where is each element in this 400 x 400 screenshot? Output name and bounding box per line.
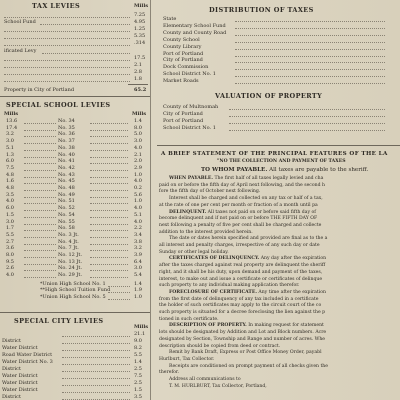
leader-dots	[62, 343, 130, 344]
leader-dots	[90, 244, 128, 245]
leader-dots	[229, 123, 385, 124]
leader-dots	[90, 224, 128, 225]
leader-dots	[90, 203, 128, 204]
statement-text: therefor.	[159, 370, 180, 376]
leader-dots	[90, 230, 128, 231]
city-levy-label: Water District	[2, 345, 38, 351]
statement-line	[159, 277, 322, 283]
leader-dots	[229, 109, 385, 110]
school-district-number: No. 38	[58, 144, 75, 151]
leader-dots	[4, 38, 130, 39]
distribution-item: Port of Portland	[163, 50, 204, 57]
statement-text: from the first date of delinquency of any tax included in a certificate	[159, 296, 319, 302]
school-levy-right-mills: 4.0	[134, 144, 142, 151]
city-levy-label: Water District	[2, 387, 38, 393]
leader-dots	[90, 277, 128, 278]
leader-dots	[90, 197, 128, 198]
statement-line	[169, 236, 327, 242]
leader-dots	[235, 76, 385, 77]
section-rule	[0, 96, 150, 97]
school-district-number: No. 48	[58, 185, 75, 191]
statement-line	[169, 210, 316, 216]
statement-line	[169, 256, 326, 262]
leader-dots	[24, 136, 56, 137]
leader-dots	[24, 177, 56, 178]
leader-dots	[90, 170, 128, 171]
statement-line	[159, 203, 318, 209]
leader-dots	[24, 183, 56, 184]
statement-line	[159, 270, 322, 276]
leader-dots	[62, 371, 130, 372]
leader-dots	[24, 270, 56, 271]
school-levy-left-mills: 3.2	[6, 131, 14, 138]
leader-dots	[24, 264, 56, 265]
leader-dots	[229, 130, 385, 131]
school-levy-left-mills: 1.3	[6, 151, 14, 158]
tax-levy-mills: 7.25	[134, 12, 146, 18]
leader-dots	[62, 364, 130, 365]
statement-subtitle: "NO THE COLLECTION AND PAYMENT OF TAXES	[217, 159, 346, 164]
statement-line	[159, 344, 280, 350]
tax-levy-total-label: Property in City of Portland	[4, 87, 75, 93]
school-district-number: No. 13 Jt.	[58, 258, 83, 265]
special-city-levies-title: SPECIAL CITY LEVIES	[14, 317, 104, 325]
school-levy-right-mills: 3.8	[134, 238, 142, 245]
school-levy-left-mills: 7.5	[6, 164, 14, 171]
statement-text: The first half of all taxes legally levied and cha	[213, 176, 324, 181]
leader-dots	[24, 190, 56, 191]
school-levy-right-mills: 1.0	[134, 198, 142, 205]
school-levy-right-mills: 4.0	[134, 218, 142, 225]
school-district-number: No. 37	[58, 138, 75, 145]
tax-levy-label: School Fund	[4, 19, 36, 25]
school-levy-right-mills: 5.1	[134, 211, 142, 218]
statement-line	[159, 317, 219, 323]
school-footer-mills: 1.0	[134, 293, 142, 300]
school-levy-left-mills: 6.0	[6, 158, 14, 165]
school-levy-right-mills: 3.2	[134, 245, 142, 252]
school-levy-right-mills: 1.0	[134, 171, 142, 178]
leader-dots	[90, 143, 128, 144]
leader-dots	[235, 21, 385, 22]
school-levy-right-mills: 2.9	[134, 164, 142, 171]
statement-line	[159, 183, 325, 189]
leader-dots	[62, 350, 130, 351]
school-district-number: No. 45	[58, 178, 75, 185]
leader-dots	[235, 42, 385, 43]
city-levy-mills: 5.5	[134, 352, 142, 358]
statement-text: Hurlburt, Tax Collector.	[159, 356, 215, 362]
valuation-item: Port of Portland	[163, 118, 204, 124]
column-divider	[150, 0, 151, 400]
school-levy-left-mills: 4.8	[6, 171, 14, 178]
statement-text: paid on or before the fifth day of April next following, and the second h	[159, 182, 325, 188]
city-levy-mills: 9.0	[134, 338, 142, 344]
statement-text: all interest and penalty charges, irrespective of any such day or date	[159, 243, 320, 248]
distribution-item: Elementary School Fund	[163, 22, 226, 29]
school-district-number: No. 43	[58, 171, 75, 178]
leader-dots	[24, 230, 56, 231]
school-levy-right-mills: 2.0	[134, 158, 142, 165]
leader-dots	[90, 136, 128, 137]
leader-dots	[24, 237, 56, 238]
to-whom-text: All taxes are payable to the sheriff.	[269, 167, 369, 173]
statement-text: Interest shall be charged and collected on any tax or half of a tax,	[169, 196, 323, 202]
leader-dots	[62, 385, 130, 386]
school-district-number: No. 35	[58, 124, 75, 131]
school-levy-left-mills: 3.0	[6, 138, 14, 145]
school-district-number: No. 24 Jt.	[58, 265, 83, 272]
school-levy-left-mills: 3.0	[6, 218, 14, 225]
school-district-number: No. 49	[58, 191, 75, 198]
school-levy-left-mills: 9.5	[6, 258, 14, 265]
school-district-number: No. 55	[58, 218, 75, 225]
school-levy-left-mills: 8.0	[6, 252, 14, 258]
school-levy-left-mills: 3.5	[6, 191, 14, 198]
statement-line	[159, 330, 326, 336]
school-levy-left-mills: 4.8	[6, 185, 14, 191]
school-levy-left-mills: 1.5	[6, 211, 14, 218]
school-levy-left-mills: 17.4	[6, 124, 18, 131]
leader-dots	[24, 143, 56, 144]
school-footer-mills: 1.9	[134, 287, 142, 294]
city-levy-label: District	[2, 338, 21, 344]
school-district-number: No. 52	[58, 205, 75, 212]
city-levy-mills: 1.4	[134, 359, 142, 365]
statement-heading: DELINQUENT.	[169, 209, 207, 215]
city-levy-mills: 2.5	[134, 366, 142, 372]
school-district-number: No. 42	[58, 164, 75, 171]
valuation-title: VALUATION OF PROPERTY	[215, 92, 323, 100]
statement-text: right, and it shall be his duty, upon demand and payment of the taxes,	[159, 269, 323, 275]
statement-text: Remit by Bank Draft, Express or Post Office Money Order, payabl	[169, 350, 322, 356]
leader-dots	[108, 286, 130, 287]
statement-line	[159, 297, 318, 303]
school-levy-left-mills: 6.0	[6, 205, 14, 212]
statement-line	[159, 337, 325, 343]
city-levy-label: Water District	[2, 373, 38, 379]
school-footer-label: *Union High School No. 1	[40, 280, 106, 287]
statement-text: The date or dates herein specified and provided are final as to the a	[169, 236, 328, 242]
statement-text: Any day after the expiration	[259, 256, 327, 262]
school-levy-left-mills: 1.7	[6, 225, 14, 232]
leader-dots	[235, 56, 385, 57]
leader-dots	[90, 130, 128, 131]
leader-dots	[24, 163, 56, 164]
school-levy-left-mills: 4.0	[6, 198, 14, 205]
statement-line	[159, 223, 321, 229]
leader-dots	[4, 81, 130, 82]
city-levy-label: Road Water District	[2, 352, 53, 358]
school-district-number: No. 41	[58, 158, 75, 165]
city-levy-mills: 3.5	[134, 394, 142, 400]
leader-dots	[24, 210, 56, 211]
school-levy-left-mills: 5.1	[6, 144, 14, 151]
leader-dots	[90, 257, 128, 258]
leader-dots	[24, 170, 56, 171]
leader-dots	[24, 157, 56, 158]
valuation-item: County of Multnomah	[163, 104, 219, 110]
total-rule	[128, 84, 148, 85]
city-levy-mills: 21.1	[134, 331, 146, 337]
leader-dots	[24, 277, 56, 278]
school-levy-right-mills: 2.2	[134, 225, 142, 232]
leader-dots	[90, 210, 128, 211]
leader-dots	[24, 250, 56, 251]
statement-text: after the taxes charged against real property are delinquent the sheriff	[159, 263, 326, 269]
tax-levy-total-mills: 65.2	[134, 87, 147, 93]
leader-dots	[4, 60, 130, 61]
statement-line	[159, 303, 321, 309]
statement-text: fore the fifth day of October next following.	[159, 189, 261, 195]
left-column	[0, 0, 150, 400]
leader-dots	[90, 190, 128, 191]
leader-dots	[90, 150, 128, 151]
statement-text: such property is situated for a decree foreclosing the lien against the p	[159, 310, 326, 315]
leader-dots	[90, 157, 128, 158]
leader-dots	[235, 49, 385, 50]
tax-levy-mills: .314	[134, 40, 146, 46]
statement-line	[159, 310, 325, 316]
statement-text: at the rate of one per cent per month or fraction of a month until pa	[159, 202, 318, 208]
statement-line	[159, 263, 325, 269]
school-levy-right-mills: 3.4	[134, 231, 142, 238]
statement-line	[169, 364, 328, 370]
city-levy-label: Water District	[2, 380, 38, 386]
statement-text: Any time after the expiration	[256, 289, 326, 295]
statement-text: tioned in such certificate.	[159, 316, 219, 322]
school-district-number: No. 4 Jt.	[58, 238, 79, 245]
distribution-title: DISTRIBUTION OF TAXES	[209, 6, 314, 14]
school-footer-label: **High School Tuition Fund	[40, 287, 111, 294]
tax-levy-label: ificated Levy	[4, 48, 37, 54]
statement-line	[169, 176, 323, 182]
school-district-number: No. 51	[58, 198, 75, 205]
leader-dots	[90, 250, 128, 251]
distribution-item: County Library	[163, 43, 202, 50]
statement-line	[169, 196, 323, 202]
school-levy-right-mills: 6.4	[134, 258, 142, 265]
statement-text: Sunday or other legal holiday.	[159, 249, 229, 255]
leader-dots	[235, 35, 385, 36]
school-district-number: No. 54	[58, 211, 75, 218]
leader-dots	[24, 224, 56, 225]
valuation-item: School District No. 1	[163, 125, 216, 131]
school-levy-left-mills: 4.0	[6, 272, 14, 279]
statement-text: next following a penalty of five per cent shall be charged and collecte	[159, 222, 322, 228]
school-district-number: No. 29 Jt.	[58, 272, 83, 279]
statement-text: description should be copied from deed or contract.	[159, 343, 281, 349]
to-whom-heading: TO WHOM PAYABLE.	[201, 167, 268, 173]
leader-dots	[42, 53, 130, 54]
tax-levy-mills: 2.8	[134, 69, 142, 75]
tax-levy-mills: 4.95	[134, 19, 146, 25]
statement-title: A BRIEF STATEMENT OF THE PRINCIPAL FEATURES OF THE LA	[161, 151, 388, 157]
school-district-number: No. 12 Jt.	[58, 252, 83, 258]
leader-dots	[90, 163, 128, 164]
statement-line	[159, 216, 317, 222]
leader-dots	[235, 62, 385, 63]
statement-heading: DESCRIPTION OF PROPERTY.	[169, 323, 247, 329]
city-levy-label: District	[2, 366, 21, 372]
leader-dots	[40, 24, 130, 25]
school-levy-right-mills: 5.6	[134, 191, 142, 198]
tax-levy-mills: 5.35	[134, 33, 146, 39]
leader-dots	[24, 244, 56, 245]
city-levy-label: Water District No. 3	[2, 359, 53, 365]
statement-heading: WHEN PAYABLE.	[169, 176, 214, 181]
statement-text: In making request for statement	[246, 323, 324, 329]
statement-line	[159, 189, 260, 195]
statement-line	[159, 357, 214, 363]
leader-dots	[24, 217, 56, 218]
leader-dots	[4, 17, 130, 18]
distribution-item: County School	[163, 36, 200, 43]
school-levy-right-mills: 5.4	[134, 272, 142, 279]
leader-dots	[4, 74, 130, 75]
school-footer-mills: 1.4	[134, 280, 142, 287]
leader-dots	[24, 130, 56, 131]
tax-levies-title: TAX LEVIES	[32, 2, 81, 10]
school-levy-left-mills: 3.6	[6, 245, 14, 252]
section-rule	[157, 145, 400, 146]
school-levy-left-mills: 13.6	[6, 118, 18, 124]
leader-dots	[62, 392, 130, 393]
school-levy-left-mills: 2.7	[6, 238, 14, 245]
school-levy-right-mills: 4.0	[134, 178, 142, 185]
leader-dots	[229, 116, 385, 117]
school-levy-right-mills: 4.0	[134, 205, 142, 212]
school-levy-right-mills: 3.0	[134, 138, 142, 145]
school-levy-right-mills: 0.2	[134, 185, 142, 191]
statement-text: designated by Section, Township and Range and number of acres. Whe	[159, 336, 326, 342]
statement-text: Address all communications to	[169, 377, 241, 382]
school-district-number: No. 58	[58, 225, 75, 232]
statement-text: become delinquent and if not paid on or before THE FIFTH DAY OF	[159, 216, 318, 222]
distribution-item: School District No. 1	[163, 71, 216, 78]
tax-levies-mills-header: Mills	[134, 3, 149, 9]
city-levy-mills: 7.5	[134, 373, 142, 379]
school-levy-left-mills: 2.6	[6, 265, 14, 272]
leader-dots	[90, 270, 128, 271]
leader-dots	[235, 83, 385, 84]
leader-dots	[4, 31, 130, 32]
school-district-number: No. 34	[58, 118, 75, 124]
statement-heading: FORECLOSURE OF CERTIFICATE.	[169, 289, 257, 295]
special-school-levies-title: SPECIAL SCHOOL LEVIES	[6, 101, 111, 109]
leader-dots	[62, 378, 130, 379]
statement-line	[159, 243, 320, 249]
statement-heading: CERTIFICATES OF DELINQUENCY.	[169, 256, 260, 262]
leader-dots	[90, 217, 128, 218]
statement-line	[169, 384, 267, 390]
statement-line	[169, 377, 241, 383]
statement-text: Receipts are conditioned on prompt payment of all checks given the	[169, 363, 328, 369]
school-mills-header-left: Mills	[4, 111, 19, 117]
distribution-item: Dock Commission	[163, 64, 209, 71]
school-district-number: No. 36	[58, 131, 75, 138]
school-footer-label: *Union High School No. 5	[40, 293, 106, 300]
statement-text: T. M. HURLBURT, Tax Collector, Portland,	[169, 383, 267, 389]
leader-dots	[62, 336, 130, 337]
city-levy-mills: 1.5	[134, 387, 142, 393]
city-levy-mills: 8.2	[134, 345, 142, 351]
leader-dots	[235, 69, 385, 70]
school-levy-right-mills: 5.0	[134, 131, 142, 138]
leader-dots	[90, 237, 128, 238]
leader-dots	[235, 28, 385, 29]
school-levy-left-mills: 5.5	[6, 231, 14, 238]
leader-dots	[4, 45, 130, 46]
leader-dots	[24, 203, 56, 204]
statement-text: All taxes not paid on or before said fifth day of	[206, 209, 316, 215]
school-district-number: No. 3 Jt.	[58, 231, 79, 238]
leader-dots	[108, 299, 130, 300]
valuation-item: City of Portland	[163, 111, 203, 117]
school-levy-right-mills: 2.1	[134, 151, 142, 158]
tax-levy-mills: 17.5	[134, 55, 146, 61]
leader-dots	[90, 177, 128, 178]
distribution-item: County and County Road	[163, 29, 227, 36]
leader-dots	[90, 123, 128, 124]
statement-line	[159, 230, 253, 236]
city-mills-header: Mills	[134, 324, 149, 330]
statement-line	[169, 323, 324, 329]
tax-levy-mills: 1.8	[134, 76, 142, 82]
leader-dots	[90, 183, 128, 184]
to-whom-line	[201, 168, 368, 174]
section-rule	[0, 312, 150, 313]
leader-dots	[24, 197, 56, 198]
tax-levy-mills: 2.1	[134, 62, 142, 68]
leader-dots	[24, 123, 56, 124]
school-levy-right-mills: 3.9	[134, 252, 142, 258]
statement-line	[159, 370, 179, 376]
school-mills-header-right: Mills	[132, 111, 147, 117]
statement-text: such property to any individual making application therefor.	[159, 283, 300, 289]
school-levy-right-mills: 1.4	[134, 118, 142, 124]
statement-line	[159, 283, 299, 289]
leader-dots	[62, 357, 130, 358]
distribution-item: Market Roads	[163, 78, 199, 85]
leader-dots	[24, 257, 56, 258]
leader-dots	[90, 264, 128, 265]
leader-dots	[108, 292, 130, 293]
leader-dots	[24, 150, 56, 151]
school-levy-right-mills: 3.0	[134, 265, 142, 272]
statement-text: interest, to make out and issue a certificate or certificates of delinque	[159, 276, 323, 282]
statement-text: lots should be designated by Addition and Lot and Block numbers. Acre	[159, 330, 327, 336]
right-column	[157, 0, 400, 400]
statement-line	[169, 350, 322, 356]
city-levy-label: District	[2, 394, 21, 400]
distribution-item: City of Portland	[163, 57, 203, 64]
school-levy-left-mills: 1.6	[6, 178, 14, 185]
statement-text: the holder of such certificates may apply to the circuit court of the co	[159, 303, 322, 309]
school-district-number: No. 7 Jt.	[58, 245, 79, 252]
leader-dots	[4, 67, 130, 68]
school-levy-right-mills: 8.0	[134, 124, 142, 131]
statement-line	[169, 290, 326, 296]
statement-line	[159, 250, 229, 256]
school-district-number: No. 40	[58, 151, 75, 158]
tax-levy-mills: 1.25	[134, 26, 146, 32]
city-levy-mills: 2.5	[134, 380, 142, 386]
distribution-item: State	[163, 16, 177, 22]
statement-text: addition to the interest provided herein.	[159, 229, 253, 235]
